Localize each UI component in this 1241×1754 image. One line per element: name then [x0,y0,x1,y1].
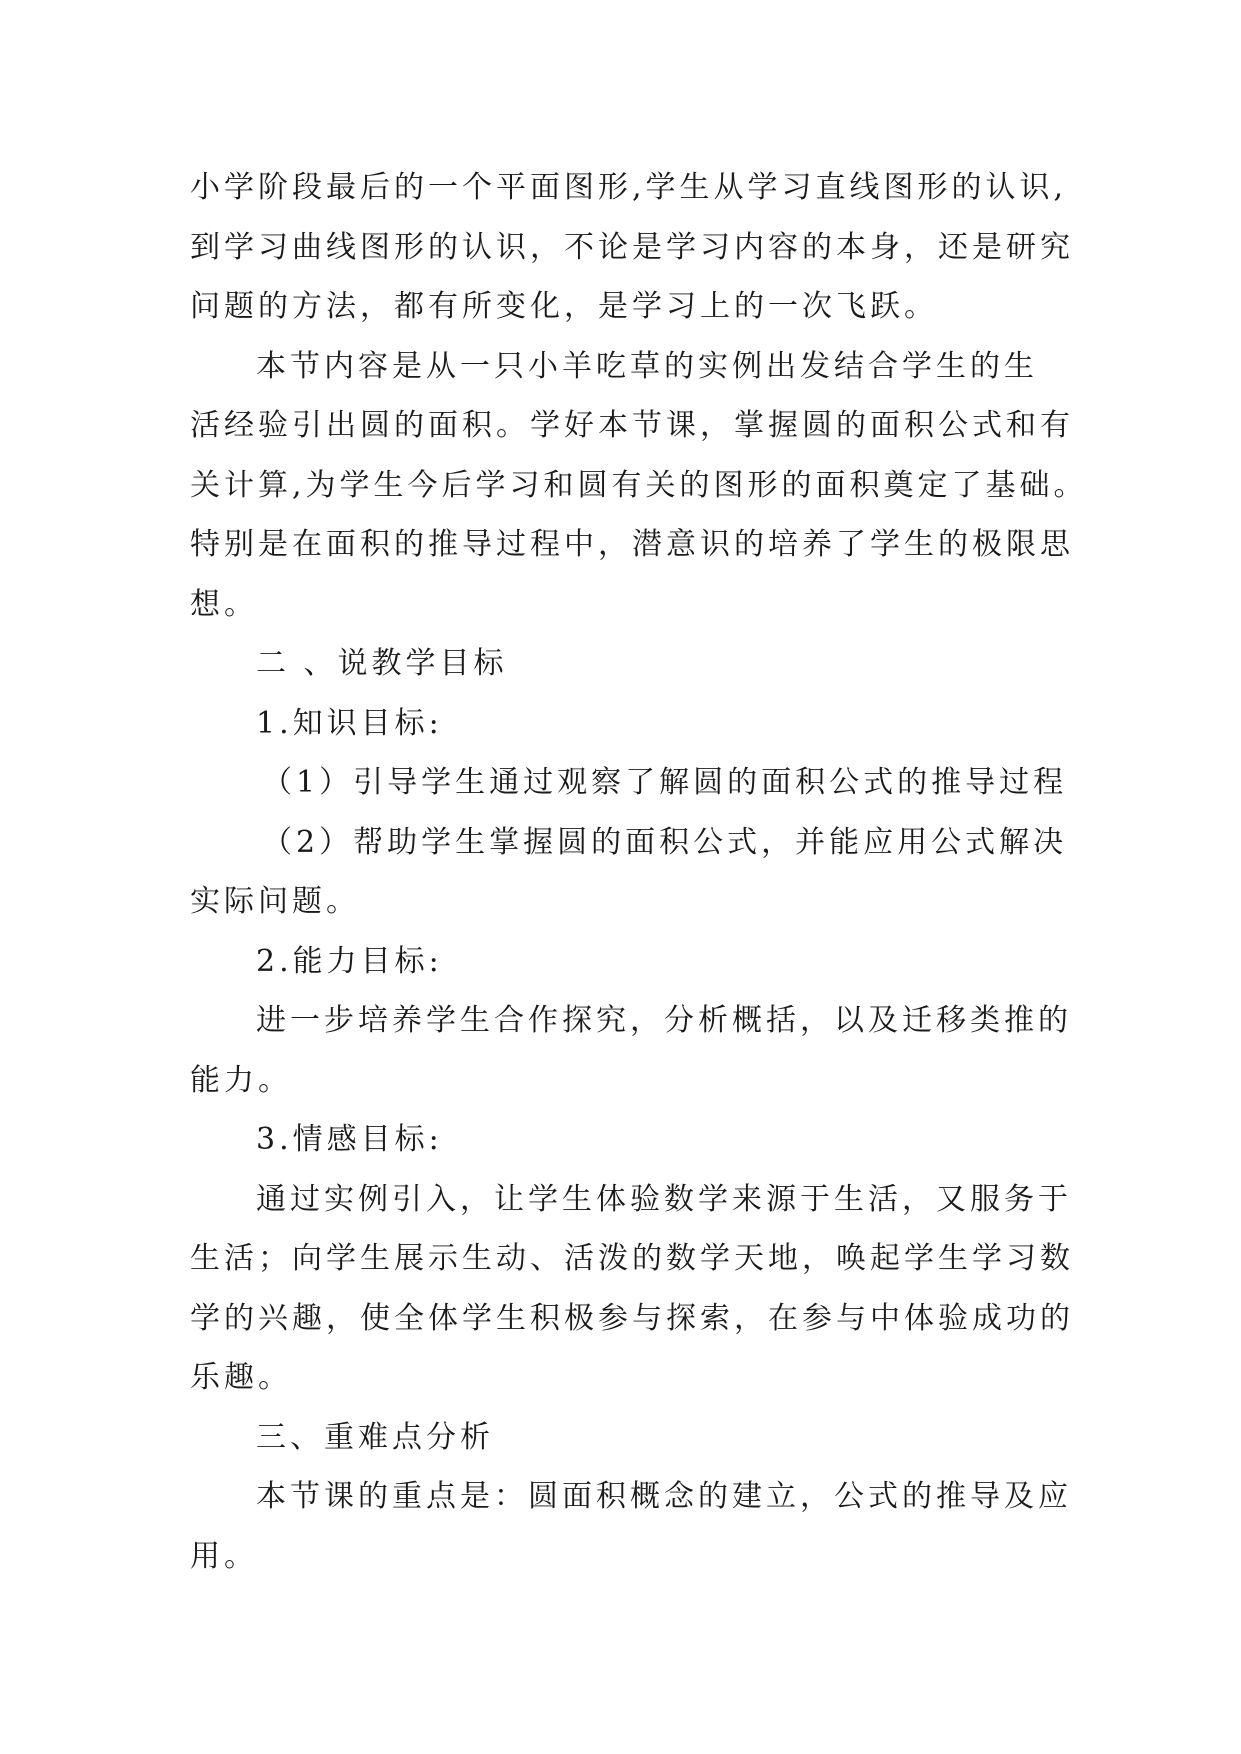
paragraph-line: 问题的方法，都有所变化，是学习上的一次飞跃。 [190,289,938,324]
paragraph-line: 特别是在面积的推导过程中，潜意识的培养了学生的极限思 [190,527,1074,562]
paragraph-line: 通过实例引入，让学生体验数学来源于生活，又服务于 [256,1181,1072,1217]
paragraph-line: 乐趣。 [190,1360,292,1395]
document-body [190,158,1090,1586]
paragraph-line: 关计算,为学生今后学习和圆有关的图形的面积奠定了基础。 [190,467,1088,503]
subsection-heading: 3.情感目标: [256,1122,443,1157]
paragraph-line: 活经验引出圆的面积。学好本节课，掌握圆的面积公式和有 [190,408,1074,443]
paragraph-line: 实际问题。 [190,884,360,919]
paragraph-line: 学的兴趣，使全体学生积极参与探索，在参与中体验成功的 [190,1300,1074,1336]
paragraph-line: 到学习曲线图形的认识，不论是学习内容的本身，还是研究 [190,229,1074,265]
subsection-heading: 2.能力目标: [256,943,443,979]
paragraph-line: 本节内容是从一只小羊吃草的实例出发结合学生的生 [256,348,1038,384]
section-heading: 二 、说教学目标 [256,646,508,681]
paragraph-line: 小学阶段最后的一个平面图形,学生从学习直线图形的认识, [190,170,1068,205]
paragraph-line: 想。 [190,586,258,622]
list-item: （1）引导学生通过观察了解圆的面积公式的推导过程 [262,765,1068,800]
paragraph-line: 用。 [190,1538,258,1574]
paragraph-line: 进一步培养学生合作探究，分析概括，以及迁移类推的 [256,1003,1072,1038]
section-heading: 三、重难点分析 [256,1419,494,1455]
paragraph-line: 生活；向学生展示生动、活泼的数学天地，唤起学生学习数 [190,1241,1074,1276]
paragraph-line: 本节课的重点是：圆面积概念的建立，公式的推导及应 [256,1479,1072,1514]
list-item: （2）帮助学生掌握圆的面积公式，并能应用公式解决 [262,824,1068,860]
paragraph-line: 能力。 [190,1062,292,1098]
subsection-heading: 1.知识目标: [256,705,443,741]
